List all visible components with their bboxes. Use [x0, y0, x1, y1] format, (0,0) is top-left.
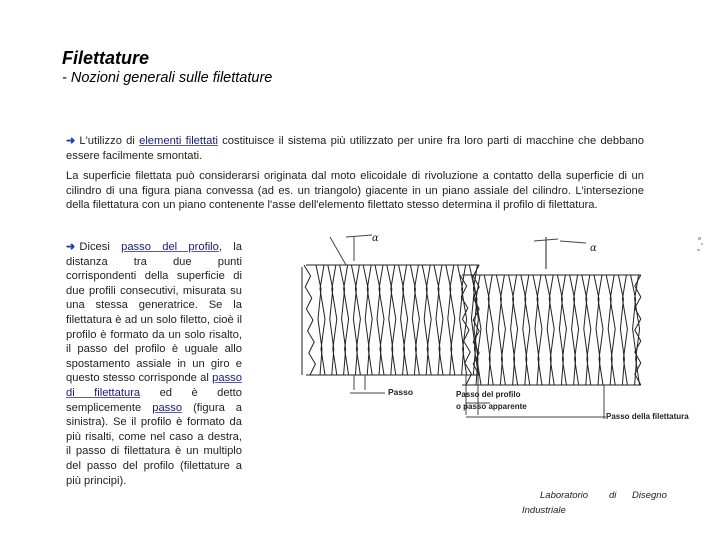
page-title: Filettature [62, 48, 150, 68]
intro-text-after: costituisce il sistema più utilizzato per unire fra loro parti di macchine che debbano essere facilmente smontati. [66, 135, 645, 162]
link-passo[interactable]: passo [152, 401, 183, 414]
right-passo-filettatura-label: Passo della filettatura [606, 412, 689, 421]
pitch-text-1: Dicesi [79, 241, 122, 253]
intro-paragraph [66, 134, 644, 163]
link-passo-di-filettatura[interactable]: passo di filettatura [66, 372, 242, 399]
footer-word-di: di [609, 490, 617, 501]
surface-paragraph: La superficie filettata può considerarsi originata dal moto elicoidale di rivoluzione a contatto della superficie di un cilindro di una figura piana convessa (ad es. un triangolo) giacente in un piano assiale del cilindro. L'intersezione della filettatura con un piano contenente l'asse dell'elemento filettato stesso determina il profilo di filettatura. [66, 170, 644, 212]
arrow-right-icon: ➜ [66, 241, 76, 253]
left-thread-profile [304, 265, 479, 375]
left-thread-drawing [302, 235, 479, 393]
right-alpha-label: α [590, 243, 597, 254]
footer-word-industriale: Industriale [522, 505, 566, 516]
footer-word-laboratorio: Laboratorio [540, 490, 589, 501]
page-subtitle: - Nozioni generali sulle filettature [62, 70, 273, 86]
link-elementi-filettati[interactable]: elementi filettati [139, 135, 218, 147]
pitch-paragraph [66, 240, 242, 488]
pitch-text-4: (figura a sinistra). Se il profilo è formato da più risalti, come nel caso a destra, il passo di filettatura è un multiplo del passo del profilo (filettature a più principi). [66, 401, 242, 487]
right-thread-profile [460, 275, 641, 385]
intro-text-before: L'utilizzo di [79, 135, 140, 147]
left-passo-label: Passo [388, 387, 414, 397]
pitch-text-2: , la distanza tra due punti corrispondenti della superficie di due profili consecutivi, misurata su una stessa generatrice. Se la filettatura è ad un solo filetto, cioè il profilo è formato da un solo risalto, il passo del profilo è uguale allo spostamento assiale in un giro e questo stesso corrisponde al [66, 241, 242, 385]
scan-speckle [697, 237, 703, 251]
pitch-text-3: ed è detto semplicemente [66, 386, 242, 414]
arrow-right-icon: ➜ [66, 135, 76, 147]
thread-figure [290, 225, 710, 460]
link-passo-del-profilo[interactable]: passo del profilo [121, 241, 219, 253]
right-passo-profilo-label: Passo del profilo [456, 390, 521, 399]
footer-word-disegno: Disegno [632, 490, 667, 501]
right-passo-apparente-label: o passo apparente [456, 402, 527, 411]
left-alpha-label: α [372, 233, 379, 244]
